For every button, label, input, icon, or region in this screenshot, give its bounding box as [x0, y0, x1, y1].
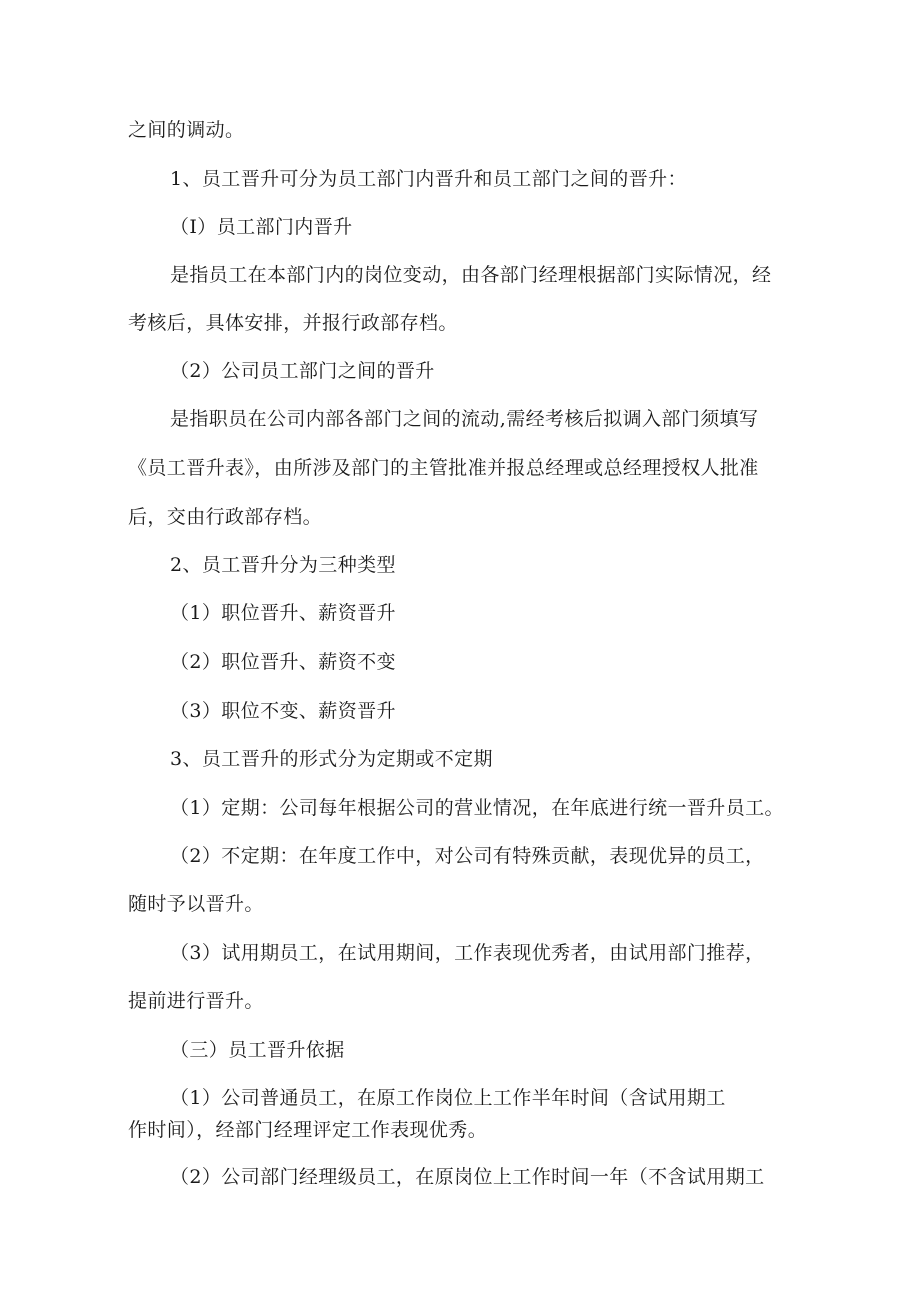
paragraph-line: 1、员工晋升可分为员工部门内晋升和员工部门之间的晋升：: [170, 168, 687, 190]
paragraph-line: （3）试用期员工，在试用期间，工作表现优秀者，由试用部门推荐，: [170, 942, 765, 964]
paragraph-line: （2）公司员工部门之间的晋升: [170, 360, 435, 382]
paragraph-line: （1）公司普通员工，在原工作岗位上工作半年时间（含试用期工: [170, 1087, 726, 1109]
paragraph-line: （2）职位晋升、薪资不变: [170, 651, 396, 673]
paragraph-line: （3）职位不变、薪资晋升: [170, 700, 396, 722]
paragraph-line: 3、员工晋升的形式分为定期或不定期: [170, 748, 493, 770]
paragraph-line: 考核后，具体安排，并报行政部存档。: [128, 312, 458, 334]
paragraph-line: （2）公司部门经理级员工，在原岗位上工作时间一年（不含试用期工: [170, 1166, 765, 1188]
paragraph-line: 2、员工晋升分为三种类型: [170, 554, 396, 576]
paragraph-line: （三）员工晋升依据: [170, 1039, 345, 1061]
paragraph-line: 是指员工在本部门内的岗位变动，由各部门经理根据部门实际情况，经: [170, 264, 772, 286]
paragraph-line: 后，交由行政部存档。: [128, 506, 323, 528]
paragraph-line: 随时予以晋升。: [128, 893, 264, 915]
paragraph-line: （1）定期：公司每年根据公司的营业情况，在年底进行统一晋升员工。: [170, 797, 784, 819]
paragraph-line: （1）职位晋升、薪资晋升: [170, 602, 396, 624]
paragraph-line: （I）员工部门内晋升: [170, 216, 353, 238]
paragraph-line: （2）不定期：在年度工作中，对公司有特殊贡献，表现优异的员工，: [170, 845, 765, 867]
paragraph-line: 作时间），经部门经理评定工作表现优秀。: [128, 1119, 488, 1141]
paragraph-line: 之间的调动。: [128, 119, 245, 141]
paragraph-line: 《员工晋升表》，由所涉及部门的主管批准并报总经理或总经理授权人批准: [128, 457, 759, 479]
paragraph-line: 是指职员在公司内部各部门之间的流动,需经考核后拟调入部门须填写: [170, 408, 759, 430]
paragraph-line: 提前进行晋升。: [128, 990, 264, 1012]
